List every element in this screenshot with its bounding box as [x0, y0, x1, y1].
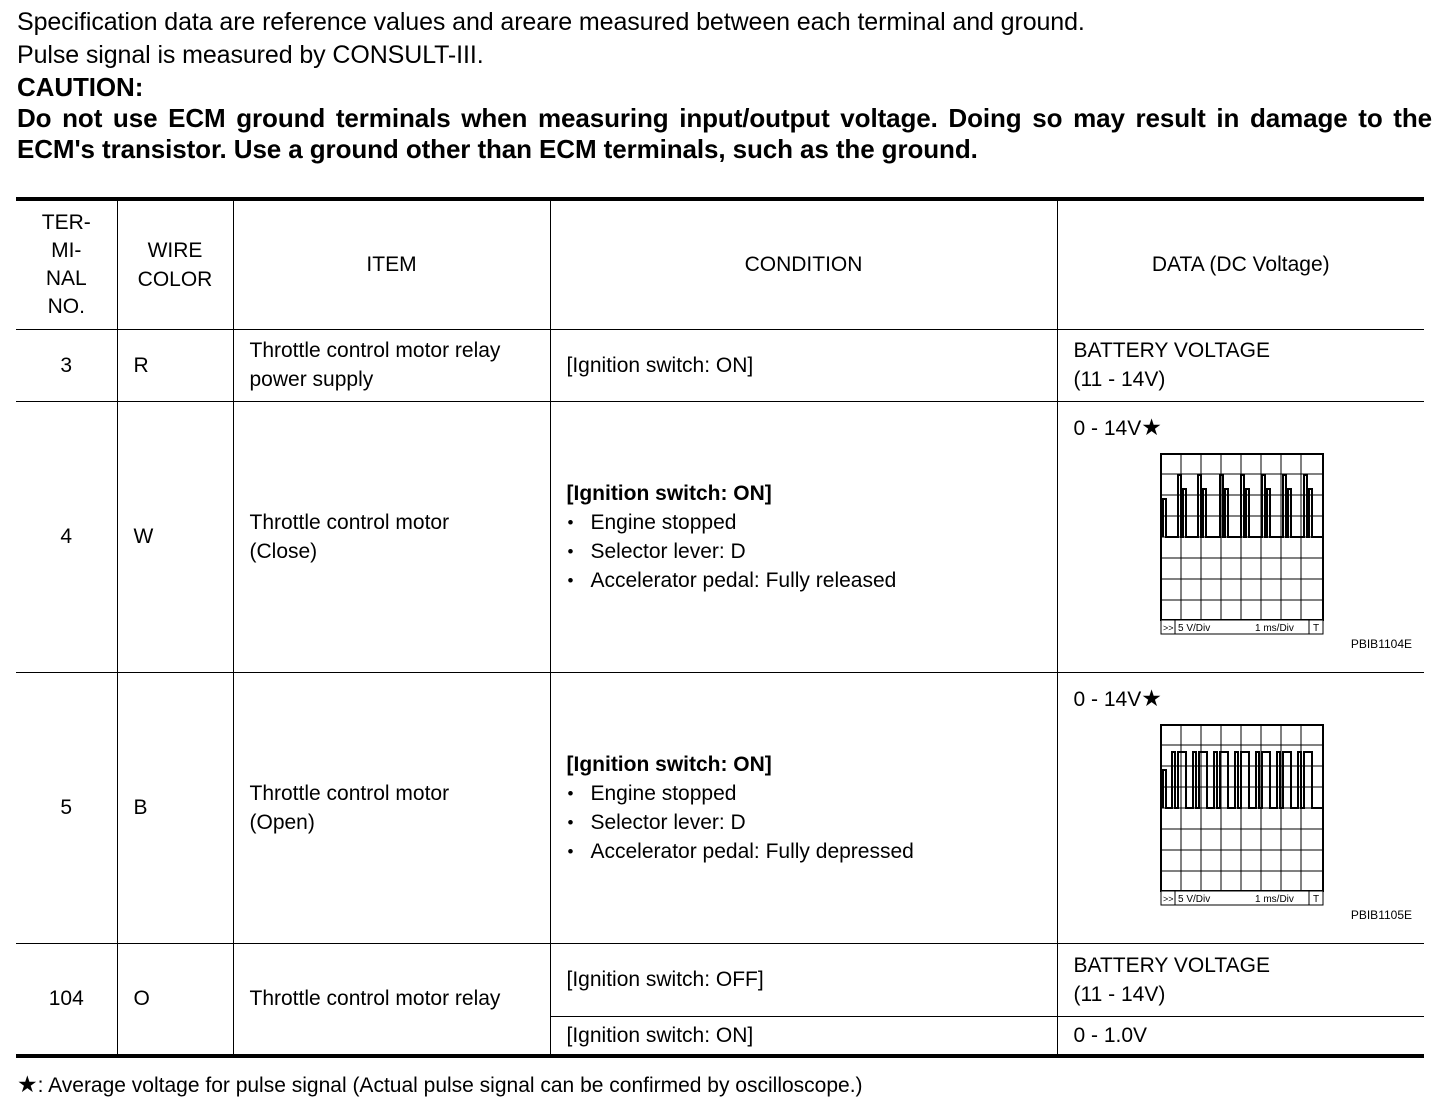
item: Throttle control motor (Close) [233, 401, 550, 672]
condition: [Ignition switch: ON] [566, 481, 772, 505]
condition: [Ignition switch: ON] [550, 329, 1057, 401]
scope-arrow-label: >> [1162, 622, 1174, 633]
wire-color: O [117, 943, 233, 1056]
data-value: BATTERY VOLTAGE (11 - 14V) [1057, 329, 1424, 401]
oscilloscope-waveform-open [1160, 724, 1328, 906]
figure-id: PBIB1104E [1350, 636, 1412, 651]
oscilloscope-waveform-close [1160, 453, 1328, 635]
intro-section [17, 6, 1432, 165]
caution-label: CAUTION: [17, 72, 144, 102]
condition-bullet: • Accelerator pedal: Fully depressed [567, 837, 1041, 866]
terminal-no: 4 [16, 401, 117, 672]
header-wire-color: WIRE COLOR [117, 199, 233, 329]
header-row [16, 199, 1424, 329]
scope-t-label: T [1312, 622, 1319, 634]
star-icon: ★ [17, 1071, 38, 1097]
scope-time-div: 1 ms/Div [1254, 622, 1294, 634]
data-value: 0 - 14V★ [1073, 413, 1162, 440]
condition: [Ignition switch: OFF] [550, 943, 1057, 1016]
spec-note: Specification data are reference values and areare measured between each terminal and ground. [17, 8, 1085, 36]
star-icon: ★ [1141, 684, 1162, 711]
footnote-text: : Average voltage for pulse signal (Actual pulse signal can be confirmed by oscilloscope.) [37, 1074, 863, 1097]
header-data: DATA (DC Voltage) [1057, 199, 1424, 329]
header-condition: CONDITION [550, 199, 1057, 329]
scope-volt-div: 5 V/Div [1177, 622, 1210, 634]
data-cell [1057, 672, 1424, 943]
header-terminal: TER- MI- NAL NO. [16, 199, 117, 329]
condition: [Ignition switch: ON] [550, 1016, 1057, 1056]
caution-text: Do not use ECM ground terminals when measuring input/output voltage. Doing so may result in damage to the ECM's transistor. Use a ground other than ECM terminals, such as the ground. [17, 103, 1432, 164]
item: Throttle control motor relay power supply [233, 329, 550, 401]
scope-volt-div: 5 V/Div [1177, 893, 1210, 905]
item: Throttle control motor relay [233, 943, 550, 1056]
terminal-spec-table [16, 197, 1424, 1058]
condition-list [567, 508, 1041, 595]
data-value: 0 - 1.0V [1057, 1016, 1424, 1056]
pulse-note: Pulse signal is measured by CONSULT-III. [17, 41, 484, 69]
terminal-no: 104 [16, 943, 117, 1056]
header-item: ITEM [233, 199, 550, 329]
data-value: 0 - 14V★ [1073, 684, 1162, 711]
figure-id: PBIB1105E [1350, 907, 1412, 922]
wire-color: B [117, 672, 233, 943]
scope-time-div: 1 ms/Div [1254, 893, 1294, 905]
table-row [16, 943, 1424, 1016]
condition-bullet: • Selector lever: D [567, 808, 1041, 837]
data-cell [1057, 401, 1424, 672]
data-value: BATTERY VOLTAGE (11 - 14V) [1057, 943, 1424, 1016]
wire-color: W [117, 401, 233, 672]
table-row [16, 672, 1424, 943]
condition-bullet: • Engine stopped [567, 508, 1041, 537]
scope-arrow-label: >> [1162, 893, 1174, 904]
condition-cell [550, 401, 1057, 672]
condition-list [567, 779, 1041, 866]
condition-bullet: • Engine stopped [567, 779, 1041, 808]
scope-t-label: T [1312, 893, 1319, 905]
wire-color: R [117, 329, 233, 401]
star-icon: ★ [1141, 413, 1162, 440]
terminal-no: 3 [16, 329, 117, 401]
condition-cell [550, 672, 1057, 943]
condition-bullet: • Selector lever: D [567, 537, 1041, 566]
table-row [16, 401, 1424, 672]
condition: [Ignition switch: ON] [566, 752, 772, 776]
footnote [17, 1070, 863, 1100]
table-row [16, 329, 1424, 401]
item: Throttle control motor (Open) [233, 672, 550, 943]
terminal-no: 5 [16, 672, 117, 943]
condition-bullet: • Accelerator pedal: Fully released [567, 566, 1041, 595]
